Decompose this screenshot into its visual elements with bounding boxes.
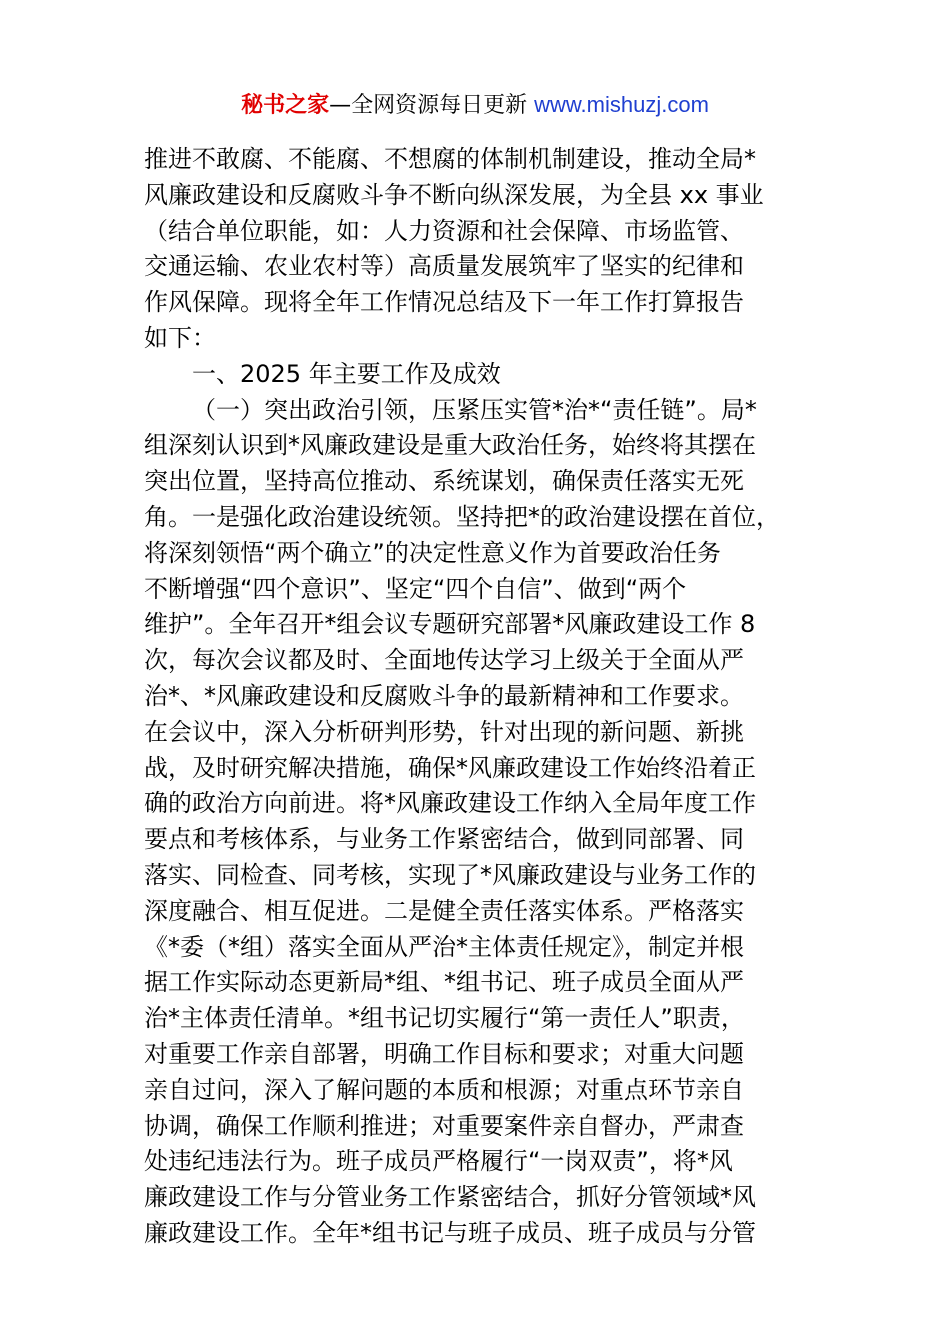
text-line: 《*委（*组）落实全面从严治*主体责任规定》，制定并根: [144, 932, 744, 961]
header-tagline: —全网资源每日更新: [329, 93, 535, 118]
text-line: 处违纪违法行为。班子成员严格履行“一岗双责”，将*风: [144, 1147, 733, 1176]
text-line: 推进不敢腐、不能腐、不想腐的体制机制建设，推动全局*: [144, 145, 756, 173]
brand-name: 秘书之家: [241, 93, 330, 118]
document-body: [144, 142, 824, 1252]
site-header: [0, 90, 950, 121]
text-line: 作风保障。现将全年工作情况总结及下一年工作打算报告: [144, 288, 744, 317]
text-line: 对重要工作亲自部署，明确工作目标和要求；对重大问题: [144, 1039, 744, 1068]
text-line: 战，及时研究解决措施，确保*风廉政建设工作始终沿着正: [144, 753, 756, 782]
text-line: 组深刻认识到*风廉政建设是重大政治任务，始终将其摆在: [144, 431, 756, 460]
text-line: 治*主体责任清单。*组书记切实履行“第一责任人”职责，: [144, 1004, 745, 1033]
text-line: 风廉政建设和反腐败斗争不断向纵深发展，为全县 xx 事业: [144, 180, 764, 209]
subsection-heading: （一）突出政治引领，压紧压实管*治*“责任链”。局*: [192, 395, 757, 424]
text-line: 在会议中，深入分析研判形势，针对出现的新问题、新挑: [144, 717, 744, 746]
site-url-link[interactable]: www.mishuzj.com: [534, 92, 709, 117]
text-line: 不断增强“四个意识”、坚定“四个自信”、做到“两个: [144, 574, 687, 603]
text-line: 交通运输、农业农村等）高质量发展筑牢了坚实的纪律和: [144, 252, 744, 281]
text-line: 角。一是强化政治建设统领。坚持把*的政治建设摆在首位，: [144, 502, 780, 531]
text-line: 维护”。全年召开*组会议专题研究部署*风廉政建设工作 8: [144, 610, 756, 639]
text-line: 次，每次会议都及时、全面地传达学习上级关于全面从严: [144, 646, 744, 675]
text-line: 确的政治方向前进。将*风廉政建设工作纳入全局年度工作: [144, 789, 756, 818]
text-line: 亲自过问，深入了解问题的本质和根源；对重点环节亲自: [144, 1075, 744, 1104]
text-line: （结合单位职能，如：人力资源和社会保障、市场监管、: [144, 216, 744, 245]
text-line: 廉政建设工作。全年*组书记与班子成员、班子成员与分管: [144, 1218, 756, 1247]
section-heading: 一、2025 年主要工作及成效: [192, 359, 501, 388]
text-line: 将深刻领悟“两个确立”的决定性意义作为首要政治任务: [144, 538, 721, 567]
text-line: 落实、同检查、同考核，实现了*风廉政建设与业务工作的: [144, 860, 756, 889]
text-line: 如下：: [144, 323, 216, 352]
text-line: 要点和考核体系，与业务工作紧密结合，做到同部署、同: [144, 825, 744, 854]
text-line: 协调，确保工作顺利推进；对重要案件亲自督办，严肃查: [144, 1111, 744, 1140]
text-line: 深度融合、相互促进。二是健全责任落实体系。严格落实: [144, 896, 744, 925]
text-line: 廉政建设工作与分管业务工作紧密结合，抓好分管领域*风: [144, 1183, 756, 1212]
text-line: 治*、*风廉政建设和反腐败斗争的最新精神和工作要求。: [144, 681, 744, 710]
text-line: 据工作实际动态更新局*组、*组书记、班子成员全面从严: [144, 968, 744, 997]
text-line: 突出位置，坚持高位推动、系统谋划，确保责任落实无死: [144, 467, 744, 496]
